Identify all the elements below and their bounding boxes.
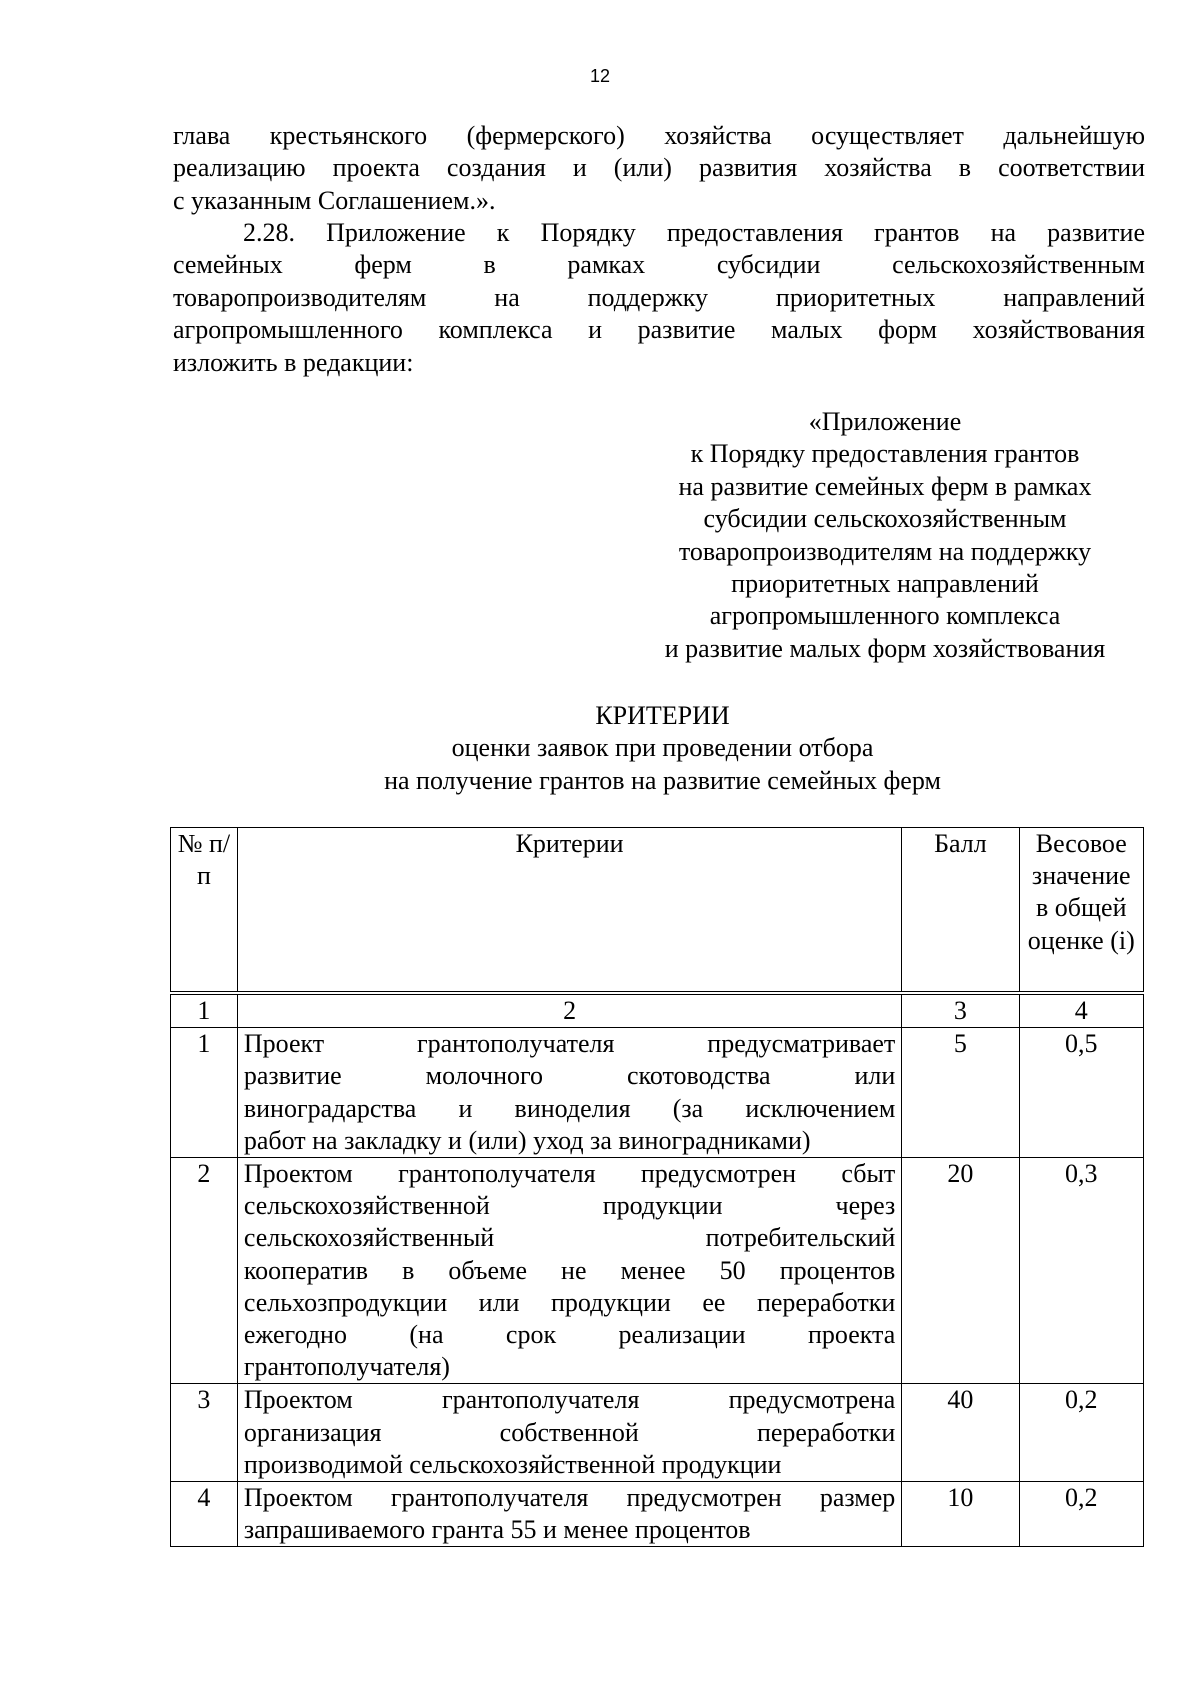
row-criteria <box>237 1482 901 1547</box>
row-weight: 0,2 <box>1019 1482 1143 1547</box>
row-weight: 0,3 <box>1019 1158 1143 1384</box>
heading-subtitle: оценки заявок при проведении отбора <box>451 733 874 763</box>
paragraph-line: 2.28. Приложение к Порядку предоставления грантов на развитие <box>243 218 1145 247</box>
criteria-line: Проектом грантополучателя предусмотрена <box>243 1385 896 1415</box>
criteria-line: виноградарства и виноделия (за исключением <box>243 1093 896 1123</box>
criteria-line: развитие молочного скотоводства или <box>243 1061 896 1091</box>
paragraph-line: агропромышленного комплекса и развитие малых форм хозяйствования <box>173 315 1145 345</box>
criteria-line: Проектом грантополучателя предусмотрен сбыт <box>243 1159 896 1189</box>
criteria-line: грантополучателя) <box>243 1352 450 1382</box>
criteria-line: Проект грантополучателя предусматривает <box>243 1029 896 1059</box>
table-row <box>171 1158 1144 1384</box>
criteria-line: сельхозпродукции или продукции ее переработки <box>243 1287 896 1317</box>
row-score: 5 <box>902 1028 1019 1158</box>
column-number: 4 <box>1019 993 1143 1028</box>
row-num: 2 <box>171 1158 238 1384</box>
header-criteria: Критерии <box>237 828 901 994</box>
paragraph-line: товаропроизводителям на поддержку приоритетных направлений <box>173 282 1145 312</box>
row-score: 20 <box>902 1158 1019 1384</box>
table-row <box>171 1028 1144 1158</box>
paragraph-line: с указанным Соглашением.». <box>173 185 496 215</box>
heading-title: КРИТЕРИИ <box>595 701 730 730</box>
column-number: 3 <box>902 993 1019 1028</box>
table-row <box>171 1482 1144 1547</box>
paragraph-line: изложить в редакции: <box>173 347 414 377</box>
annex-line: и развитие малых форм хозяйствования <box>664 633 1106 663</box>
criteria-line: сельскохозяйственной продукции через <box>243 1191 896 1221</box>
row-weight: 0,5 <box>1019 1028 1143 1158</box>
page-number: 12 <box>589 66 611 86</box>
column-number: 1 <box>171 993 238 1028</box>
criteria-line: работ на закладку и (или) уход за виноградниками) <box>243 1125 811 1155</box>
criteria-line: организация собственной переработки <box>243 1417 896 1447</box>
paragraph-line: семейных ферм в рамках субсидии сельскохозяйственным <box>173 250 1145 280</box>
header-score: Балл <box>902 828 1019 994</box>
row-num: 4 <box>171 1482 238 1547</box>
row-criteria <box>237 1158 901 1384</box>
paragraph-continuation <box>173 120 1145 217</box>
criteria-line: запрашиваемого гранта 55 и менее процентов <box>243 1515 751 1545</box>
criteria-line: кооператив в объеме не менее 50 процентов <box>243 1255 896 1285</box>
row-score: 40 <box>902 1384 1019 1482</box>
paragraph-line: глава крестьянского (фермерского) хозяйства осуществляет дальнейшую <box>173 121 1145 150</box>
row-num: 1 <box>171 1028 238 1158</box>
table-row <box>171 1384 1144 1482</box>
annex-line: приоритетных направлений <box>731 569 1039 599</box>
heading-subtitle: на получение грантов на развитие семейных ферм <box>384 765 941 795</box>
criteria-heading <box>0 700 1200 797</box>
header-num: № п/п <box>171 828 238 994</box>
criteria-table <box>170 827 1144 1547</box>
row-score: 10 <box>902 1482 1019 1547</box>
criteria-line: ежегодно (на срок реализации проекта <box>243 1320 896 1350</box>
table-column-numbers-row <box>171 993 1144 1028</box>
row-weight: 0,2 <box>1019 1384 1143 1482</box>
criteria-line: сельскохозяйственный потребительский <box>243 1223 896 1253</box>
header-weight: Весовое значение в общей оценке (i) <box>1019 828 1143 994</box>
annex-line: «Приложение <box>808 407 962 436</box>
paragraph-line: реализацию проекта создания и (или) развития хозяйства в соответствии <box>173 153 1145 183</box>
table-header-row <box>171 828 1144 994</box>
column-number: 2 <box>237 993 901 1028</box>
annex-line: к Порядку предоставления грантов <box>690 439 1080 469</box>
annex-line: товаропроизводителям на поддержку <box>678 536 1092 566</box>
row-criteria <box>237 1028 901 1158</box>
row-num: 3 <box>171 1384 238 1482</box>
criteria-line: Проектом грантополучателя предусмотрен размер <box>243 1483 896 1513</box>
row-criteria <box>237 1384 901 1482</box>
annex-line: агропромышленного комплекса <box>709 601 1061 631</box>
annex-header <box>640 406 1130 665</box>
annex-line: субсидии сельскохозяйственным <box>703 504 1067 534</box>
paragraph-amendment <box>173 217 1145 379</box>
annex-line: на развитие семейных ферм в рамках <box>678 471 1092 501</box>
criteria-line: производимой сельскохозяйственной продукции <box>243 1449 782 1479</box>
